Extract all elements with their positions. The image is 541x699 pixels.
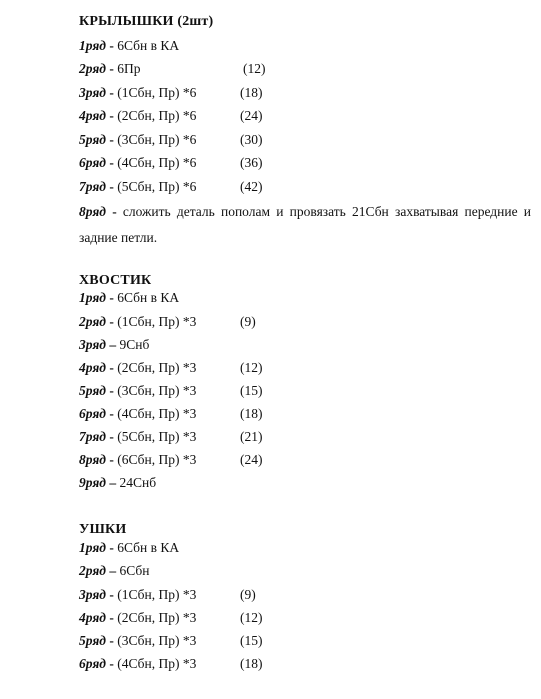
row-separator: - [105,383,118,398]
row-stitch-count: (18) [240,85,263,100]
section-title-tail: ХВОСТИК [79,273,152,288]
row-separator: - [105,85,118,100]
row-instruction: (1Сбн, Пр) *3 [117,587,197,602]
row-stitch-count: (24) [240,108,263,123]
row-separator: - [105,132,118,147]
row-separator: - [105,587,118,602]
row-separator: - [105,314,118,329]
tail-row-8 [79,452,263,472]
wings-row-6 [79,155,263,175]
row-separator: – [105,337,120,352]
wings-row-3 [79,85,263,105]
tail-row-1 [79,290,179,310]
row-instruction: (4Сбн, Пр) *6 [117,155,197,170]
row-label: 6ряд [79,406,106,421]
row-instruction: 6Сбн в КА [117,540,180,555]
row-instruction: (2Сбн, Пр) *6 [117,108,197,123]
row-separator: - [105,656,118,671]
row-stitch-count: (36) [240,155,263,170]
row-separator: - [105,155,118,170]
row-separator: - [105,61,118,76]
row-instruction: (2Сбн, Пр) *3 [117,360,197,375]
row-instruction: 9Снб [119,337,150,352]
row-instruction: 6Сбн [119,563,150,578]
row-instruction: (5Сбн, Пр) *6 [117,179,197,194]
row-separator: - [105,290,118,305]
row-instruction: (1Сбн, Пр) *6 [117,85,197,100]
row-instruction: 6Сбн в КА [117,38,180,53]
row-label: 4ряд [79,360,106,375]
row-label: 8ряд [79,452,106,467]
row-instruction: (5Сбн, Пр) *3 [117,429,197,444]
ears-row-2 [79,563,150,583]
tail-row-5 [79,383,263,403]
ears-row-3 [79,587,256,607]
wings-row-7 [79,179,263,199]
row-separator: – [105,475,120,490]
row-instruction: (3Сбн, Пр) *3 [117,633,197,648]
ears-row-5 [79,633,263,653]
wings-row-2 [79,61,266,81]
section-title-ears: УШКИ [79,522,127,537]
row-stitch-count: (42) [240,179,263,194]
row-separator: - [105,179,118,194]
row-separator: - [105,360,118,375]
row-stitch-count: (15) [240,633,263,648]
row-separator: – [105,563,120,578]
row-label: 2ряд [79,563,106,578]
row-instruction: (2Сбн, Пр) *3 [117,610,197,625]
section-title-wings: КРЫЛЫШКИ (2шт) [79,14,214,29]
row-label: 7ряд [79,179,106,194]
row-label: 6ряд [79,656,106,671]
wings-row-1 [79,38,179,58]
tail-row-4 [79,360,263,380]
row-separator: - [105,108,118,123]
row-instruction: (4Сбн, Пр) *3 [117,406,197,421]
row-instruction: (3Сбн, Пр) *6 [117,132,197,147]
row-label: 7ряд [79,429,106,444]
ears-row-1 [79,540,179,560]
tail-row-7 [79,429,263,449]
row-label: 1ряд [79,540,106,555]
wings-row-4 [79,108,263,128]
row-instruction: (3Сбн, Пр) *3 [117,383,197,398]
row-stitch-count: (18) [240,656,263,671]
row-instruction: (6Сбн, Пр) *3 [117,452,197,467]
row-stitch-count: (12) [240,610,263,625]
row-instruction: 6Пр [117,61,141,76]
row-stitch-count: (15) [240,383,263,398]
row-separator: - [105,633,118,648]
tail-row-6 [79,406,263,426]
row-separator: - [105,38,118,53]
tail-row-2 [79,314,256,334]
row-instruction: (1Сбн, Пр) *3 [117,314,197,329]
tail-row-9 [79,475,156,495]
row-label: 4ряд [79,108,106,123]
row-label: 3ряд [79,85,106,100]
tail-row-3 [79,337,149,357]
row-label: 2ряд [79,61,106,76]
row-separator: - [105,204,123,219]
row-label: 9ряд [79,475,106,490]
row-label: 1ряд [79,290,106,305]
row-label: 8ряд [79,204,106,219]
row-instruction: (4Сбн, Пр) *3 [117,656,197,671]
row-separator: - [105,452,118,467]
row-stitch-count: (30) [240,132,263,147]
ears-row-6 [79,656,263,676]
row-label: 3ряд [79,337,106,352]
row-label: 5ряд [79,633,106,648]
row-label: 2ряд [79,314,106,329]
row-label: 1ряд [79,38,106,53]
row-stitch-count: (9) [240,587,256,602]
ears-row-4 [79,610,263,630]
row-stitch-count: (24) [240,452,263,467]
row-label: 4ряд [79,610,106,625]
row-separator: - [105,429,118,444]
row-separator: - [105,540,118,555]
row-instruction: 24Снб [119,475,157,490]
row-label: 5ряд [79,383,106,398]
row-separator: - [105,406,118,421]
row-separator: - [105,610,118,625]
row-label: 6ряд [79,155,106,170]
wings-row-8 [79,199,531,245]
row-stitch-count: (12) [243,61,266,76]
row-label: 3ряд [79,587,106,602]
row-stitch-count: (12) [240,360,263,375]
row-stitch-count: (9) [240,314,256,329]
wings-row-5 [79,132,263,152]
row-stitch-count: (21) [240,429,263,444]
row-label: 5ряд [79,132,106,147]
row-instruction: 6Сбн в КА [117,290,180,305]
row-instruction: сложить деталь пополам и провязать 21Сбн захватывая передние и задние петли. [79,204,531,245]
row-stitch-count: (18) [240,406,263,421]
